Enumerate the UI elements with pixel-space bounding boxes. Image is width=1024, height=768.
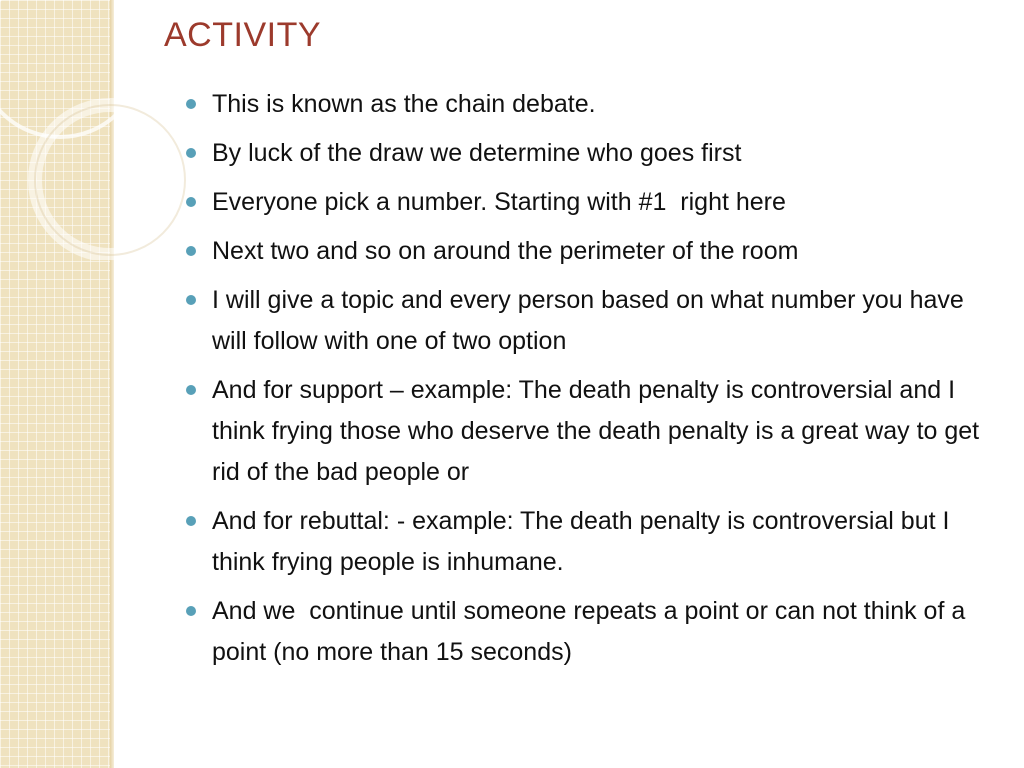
- bullet-dot-icon: [186, 148, 196, 158]
- slide-title: ACTIVITY: [164, 16, 322, 54]
- bullet-item: [186, 501, 996, 583]
- bullet-text: By luck of the draw we determine who goes first: [212, 139, 742, 167]
- bullet-item: [186, 84, 996, 125]
- bullet-item: [186, 370, 996, 493]
- bullet-dot-icon: [186, 606, 196, 616]
- bullet-item: [186, 133, 996, 174]
- bullet-text: And for rebuttal: - example: The death penalty is controversial but I think frying people is inhumane.: [212, 507, 957, 576]
- bullet-item: [186, 280, 996, 362]
- bullet-list: [186, 84, 996, 681]
- bullet-item: [186, 231, 996, 272]
- bullet-text: I will give a topic and every person based on what number you have will follow with one of two option: [212, 286, 971, 355]
- bullet-text: Everyone pick a number. Starting with #1 right here: [212, 188, 786, 216]
- bullet-dot-icon: [186, 385, 196, 395]
- bullet-text: Next two and so on around the perimeter of the room: [212, 237, 799, 265]
- bullet-text: And we continue until someone repeats a point or can not think of a point (no more than 15 seconds): [212, 597, 973, 666]
- bullet-dot-icon: [186, 197, 196, 207]
- bullet-item: [186, 591, 996, 673]
- bullet-text: And for support – example: The death penalty is controversial and I think frying those who deserve the death penalty is a great way to get rid of the bad people or: [212, 376, 987, 486]
- bullet-dot-icon: [186, 246, 196, 256]
- bullet-text: This is known as the chain debate.: [212, 90, 596, 118]
- bullet-dot-icon: [186, 295, 196, 305]
- bullet-dot-icon: [186, 516, 196, 526]
- bullet-dot-icon: [186, 99, 196, 109]
- bullet-item: [186, 182, 996, 223]
